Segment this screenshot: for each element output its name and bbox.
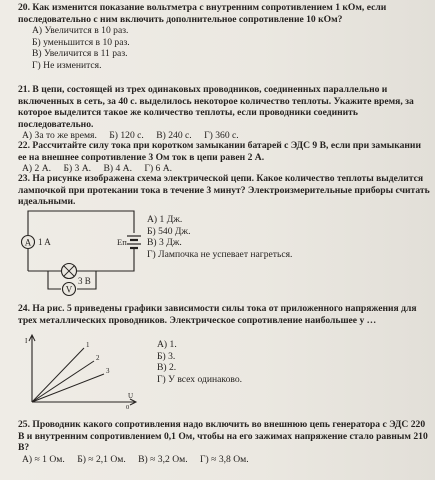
question-25	[18, 419, 430, 465]
question-23-option-d: Г) Лампочка не успевает нагреться.	[147, 248, 293, 260]
question-25-text: 25. Проводник какого сопротивления надо включить во внешнюю цепь генератора с ЭДС 220 В и внутренним сопротивлением 0,1 Ом, чтобы на его зажимах напряжение стало равным 210 В?	[18, 419, 428, 453]
question-24-option-d: Г) У всех одинаково.	[157, 373, 243, 385]
circuit-diagram	[16, 205, 156, 301]
question-25-option-b: Б) ≈ 2,1 Ом.	[77, 453, 126, 465]
graph-y-axis-label: I	[25, 337, 28, 345]
current-voltage-graph	[18, 330, 143, 410]
question-23-text: 23. На рисунке изображена схема электрической цепи. Какое количество теплоты выделится лампочкой при протекании тока в течение 3 минут? Электроизмерительные приборы считать идеальными.	[18, 173, 430, 207]
question-22-option-a: А) 2 А.	[22, 163, 52, 174]
graph-x-axis-label: U	[128, 392, 134, 400]
voltmeter-symbol: V	[65, 284, 73, 295]
question-22-option-b: Б) 3 А.	[63, 163, 92, 174]
question-22-option-c: В) 4 А.	[103, 163, 132, 174]
question-23-option-c: В) 3 Дж.	[147, 237, 182, 248]
question-20-option-b: Б) уменьшится в 10 раз.	[32, 36, 130, 48]
ammeter-icon	[22, 236, 35, 249]
question-22	[18, 140, 430, 175]
graph-line-3-label: 3	[106, 367, 110, 375]
question-22-text: 22. Рассчитайте силу тока при коротком замыкании батарей с ЭДС 9 В, если при замыкании ее на внешнее сопротивление 3 Ом ток в цепи равен 2 А.	[18, 140, 421, 163]
question-24	[18, 303, 430, 326]
ammeter-symbol: A	[24, 237, 32, 248]
question-24-option-c: В) 2.	[157, 362, 177, 373]
question-25-options	[18, 454, 430, 466]
voltmeter-icon	[63, 283, 76, 296]
question-24-options	[157, 339, 242, 385]
question-21-option-c: В) 240 с.	[156, 130, 192, 141]
voltmeter-reading: 3 В	[78, 276, 91, 286]
question-25-option-c: В) ≈ 3,2 Ом.	[138, 453, 188, 465]
ammeter-reading: 1 A	[38, 237, 51, 247]
question-20	[18, 2, 430, 71]
question-21-option-b: Б) 120 с.	[109, 130, 144, 141]
question-25-option-d: Г) ≈ 3,8 Ом.	[200, 453, 249, 465]
question-20-text: 20. Как изменится показание вольтметра с внутренним сопротивлением 1 кОм, если последовательно с ним включить дополнительное сопротивление 10 кОм?	[18, 2, 387, 25]
question-22-option-d: Г) 6 А.	[144, 163, 173, 174]
question-21-option-a: А) За то же время.	[22, 130, 97, 141]
question-23-option-a: А) 1 Дж.	[147, 214, 183, 225]
question-21-text: 21. В цепи, состоящей из трех одинаковых проводников, соединенных параллельно и включенных в сеть, за 40 с. выделилось некоторое количество теплоты. Укажите время, за которое выделится такое же количество теплоты, если проводники соединить последовательно.	[18, 84, 414, 130]
question-23-option-b: Б) 540 Дж.	[147, 225, 191, 237]
question-21	[18, 84, 430, 142]
graph-origin-label: 0	[126, 404, 130, 410]
graph-line-1-label: 1	[86, 341, 90, 349]
question-24-text: 24. На рис. 5 приведены графики зависимости силы тока от приложенного напряжения для трех металлических проводников. Электрическое сопротивление наибольшее у …	[18, 303, 417, 326]
question-24-option-a: А) 1.	[157, 339, 177, 350]
question-20-option-d: Г) Не изменится.	[32, 59, 102, 71]
question-23	[18, 173, 430, 208]
question-23-options	[147, 214, 292, 260]
question-20-option-a: А) Увеличится в 10 раз.	[32, 25, 129, 36]
lamp-icon	[62, 264, 77, 279]
graph-line-2-label: 2	[96, 354, 100, 362]
question-24-option-b: Б) 3.	[157, 350, 176, 362]
question-21-option-d: Г) 360 с.	[204, 130, 239, 141]
source-label: Eп	[117, 237, 127, 247]
question-25-option-a: А) ≈ 1 Ом.	[22, 453, 65, 465]
battery-icon	[127, 236, 141, 248]
question-20-option-c: В) Увеличится в 11 раз.	[32, 48, 128, 59]
